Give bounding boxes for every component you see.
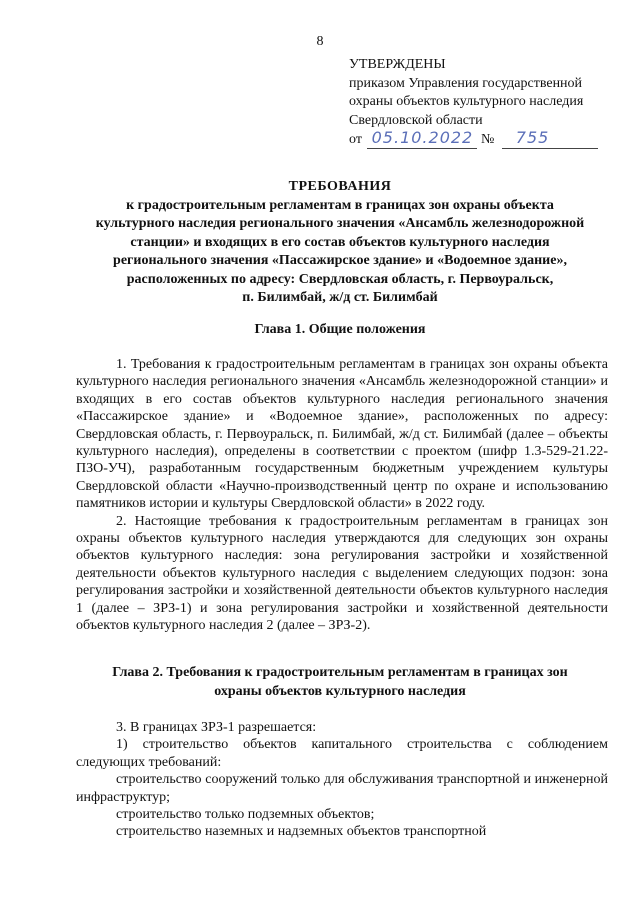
chapter-2-title-line: охраны объектов культурного наследия	[214, 683, 466, 699]
chapter-1-title: Глава 1. Общие положения	[254, 322, 426, 337]
handwritten-number: 755	[515, 128, 550, 147]
document-title	[60, 178, 620, 308]
paragraph-3-1c: строительство наземных и надземных объектов транспортной	[116, 824, 487, 840]
handwritten-date: 05.10.2022	[371, 128, 474, 147]
approval-line: приказом Управления государственной	[349, 75, 583, 91]
number-field	[502, 130, 598, 149]
title-line: к градостроительным регламентам в границах зон охраны объекта	[126, 197, 554, 213]
chapter-2-title-line: Глава 2. Требования к градостроительным регламентам в границах зон	[112, 665, 568, 680]
title-line: станции» и входящих в его состав объектов культурного наследия	[130, 234, 550, 250]
chapter-2-title	[60, 664, 620, 701]
chapter-1-body	[76, 356, 608, 635]
chapter-2-body	[76, 719, 608, 841]
paragraph-3-1: 1) строительство объектов капитального строительства с соблюдением следующих требований:	[76, 737, 608, 770]
approval-line: охраны объектов культурного наследия	[349, 94, 584, 109]
title-line: регионального значения «Пассажирское здание» и «Водоемное здание»,	[113, 253, 567, 268]
paragraph-1: 1. Требования к градостроительным регламентам в границах зон охраны объекта культурного наследия регионального значения «Ансамбль железнодорожной станции» и входящих в его состав объектов культурного наследия регионального значения «Пассажирское здание» и «Водоемное здание», расположенных по адресу: Свердловская область, г. Первоуральск, п. Билимбай, ж/д ст. Билимбай (далее – объекты культурного наследия), определены в соответствии с проектом (шифр 1.3-529-21.22-ПЗО-УЧ), разработанным государственным бюджетным учреждением культуры Свердловской области «Научно-производственный центр по охране и использованию памятников истории и культуры Свердловской области» в 2022 году.	[76, 357, 608, 512]
paragraph-3-1b: строительство только подземных объектов;	[116, 807, 375, 823]
title-line: культурного наследия регионального значения «Ансамбль железнодорожной	[95, 216, 585, 231]
paragraph-3-1a: строительство сооружений только для обслуживания транспортной и инженерной инфраструктур;	[76, 772, 608, 805]
date-prefix: от	[349, 132, 362, 147]
approval-line: Свердловской области	[349, 112, 483, 128]
date-field	[367, 130, 477, 149]
paragraph-2: 2. Настоящие требования к градостроительным регламентам в границах зон охраны объектов культурного наследия утверждаются для следующих зон охраны объектов культурного наследия: зона регулирования застройки и хозяйственной деятельности объектов культурного наследия с выделением следующих подзон: зона регулирования застройки и хозяйственной деятельности объектов культурного наследия 1 (далее – ЗРЗ-1) и зона регулирования застройки и хозяйственной деятельности объектов культурного наследия 2 (далее – ЗРЗ-2).	[76, 513, 608, 634]
approval-date-number-line	[349, 130, 629, 150]
title-line: расположенных по адресу: Свердловская область, г. Первоуральск,	[126, 271, 554, 287]
page-number: 8	[316, 34, 324, 49]
paragraph-3: 3. В границах ЗРЗ-1 разрешается:	[116, 720, 317, 735]
title-line: п. Билимбай, ж/д ст. Билимбай	[242, 290, 438, 305]
approval-block	[349, 56, 629, 150]
approval-heading: УТВЕРЖДЕНЫ	[349, 57, 446, 72]
title-heading: ТРЕБОВАНИЯ	[288, 179, 392, 194]
number-sign: №	[480, 132, 495, 147]
